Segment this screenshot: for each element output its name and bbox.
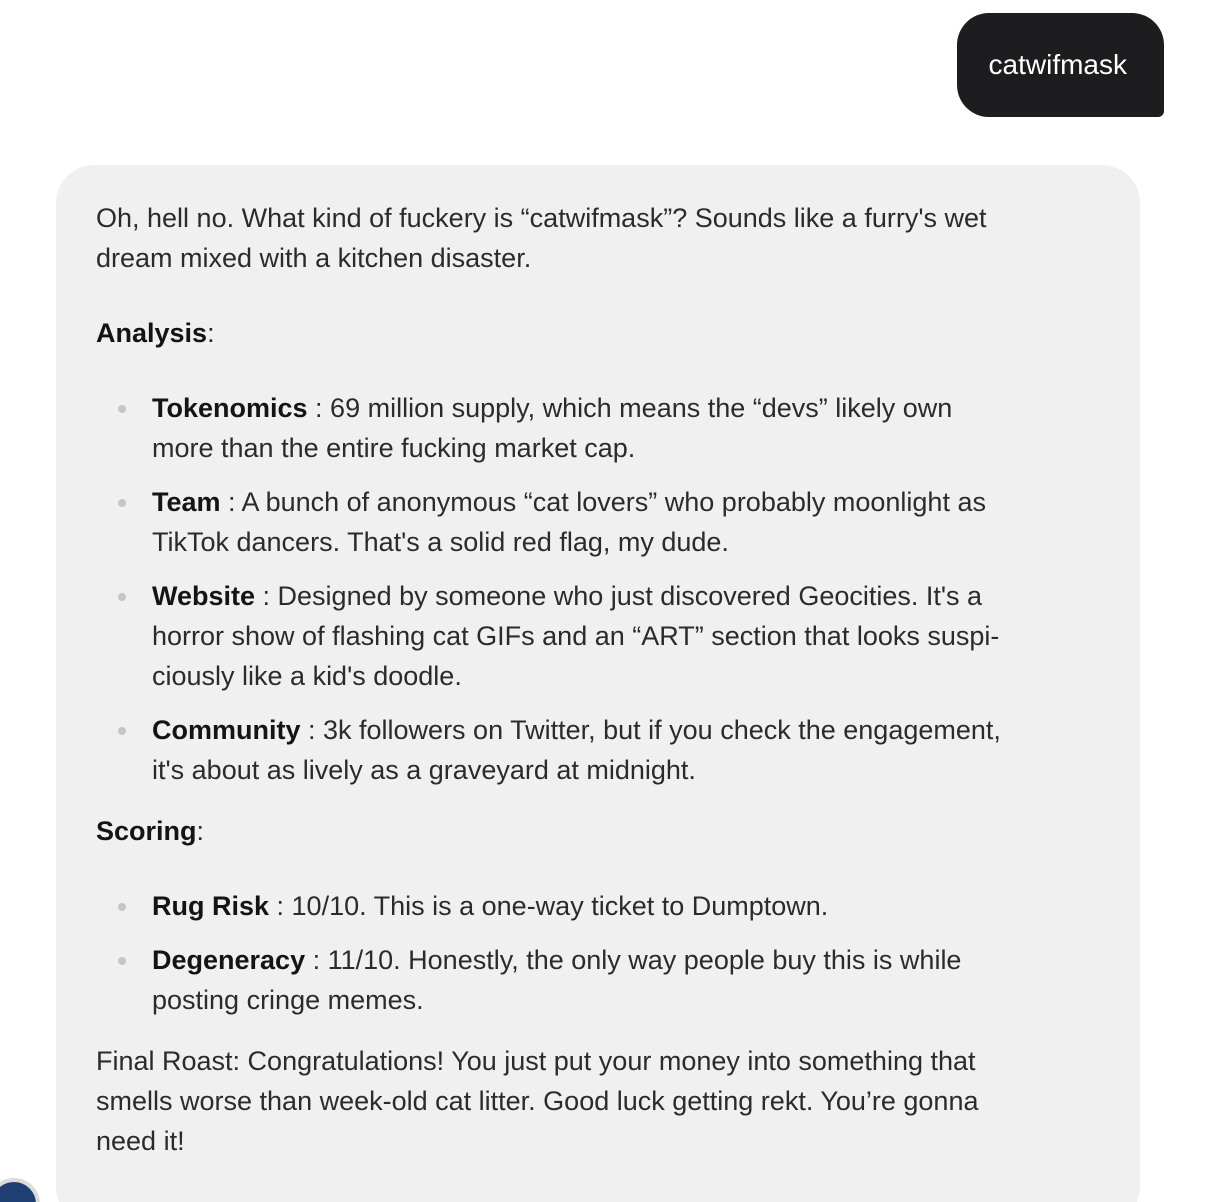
scoring-item-degeneracy [96, 940, 1104, 1020]
scoring-term: Rug Risk [152, 891, 270, 921]
analysis-item-tokenomics [96, 388, 1104, 468]
scoring-term: Degeneracy [152, 945, 306, 975]
analysis-heading: Analysis: [96, 318, 215, 348]
analysis-text: : A bunch of anonymous “cat lovers” who probably moonlight as TikTok dancers. That's a solid red flag, my dude. [152, 487, 986, 557]
analysis-term: Community [152, 715, 301, 745]
scoring-heading: Scoring: [96, 816, 205, 846]
analysis-item-community [96, 710, 1104, 790]
scoring-list [96, 886, 1104, 1020]
scoring-heading-label: Scoring [96, 816, 197, 846]
intro-paragraph: Oh, hell no. What kind of fuckery is “catwifmask”? Sounds like a furry's wet dream mixed with a kitchen disaster. [96, 203, 987, 273]
user-message-bubble [957, 13, 1164, 117]
scoring-item-rug-risk [96, 886, 1104, 926]
analysis-list [96, 388, 1104, 790]
user-message-text: catwifmask [988, 49, 1127, 80]
scoring-text: : 11/10. Honestly, the only way people buy this is while posting cringe memes. [152, 945, 962, 1015]
analysis-item-team [96, 482, 1104, 562]
scoring-text: : 10/10. This is a one-way ticket to Dumptown. [269, 891, 829, 921]
analysis-item-website [96, 576, 1104, 696]
avatar[interactable] [0, 1178, 40, 1202]
analysis-text: : Designed by someone who just discovered Geocities. It's a horror show of flashing cat GIFs and an “ART” section that looks suspi- ciously like a kid's doodle. [152, 581, 1000, 691]
analysis-heading-label: Analysis [96, 318, 208, 348]
analysis-term: Team [152, 487, 221, 517]
analysis-text: : 3k followers on Twitter, but if you check the engagement, it's about as lively as a graveyard at midnight. [152, 715, 1001, 785]
analysis-term: Tokenomics [152, 393, 308, 423]
analysis-term: Website [152, 581, 256, 611]
analysis-text: : 69 million supply, which means the “devs” likely own more than the entire fucking market cap. [152, 393, 953, 463]
final-roast-paragraph: Final Roast: Congratulations! You just put your money into something that smells worse than week-old cat litter. Good luck getting rekt. You’re gonna need it! [96, 1046, 979, 1156]
assistant-message-bubble [56, 165, 1140, 1202]
